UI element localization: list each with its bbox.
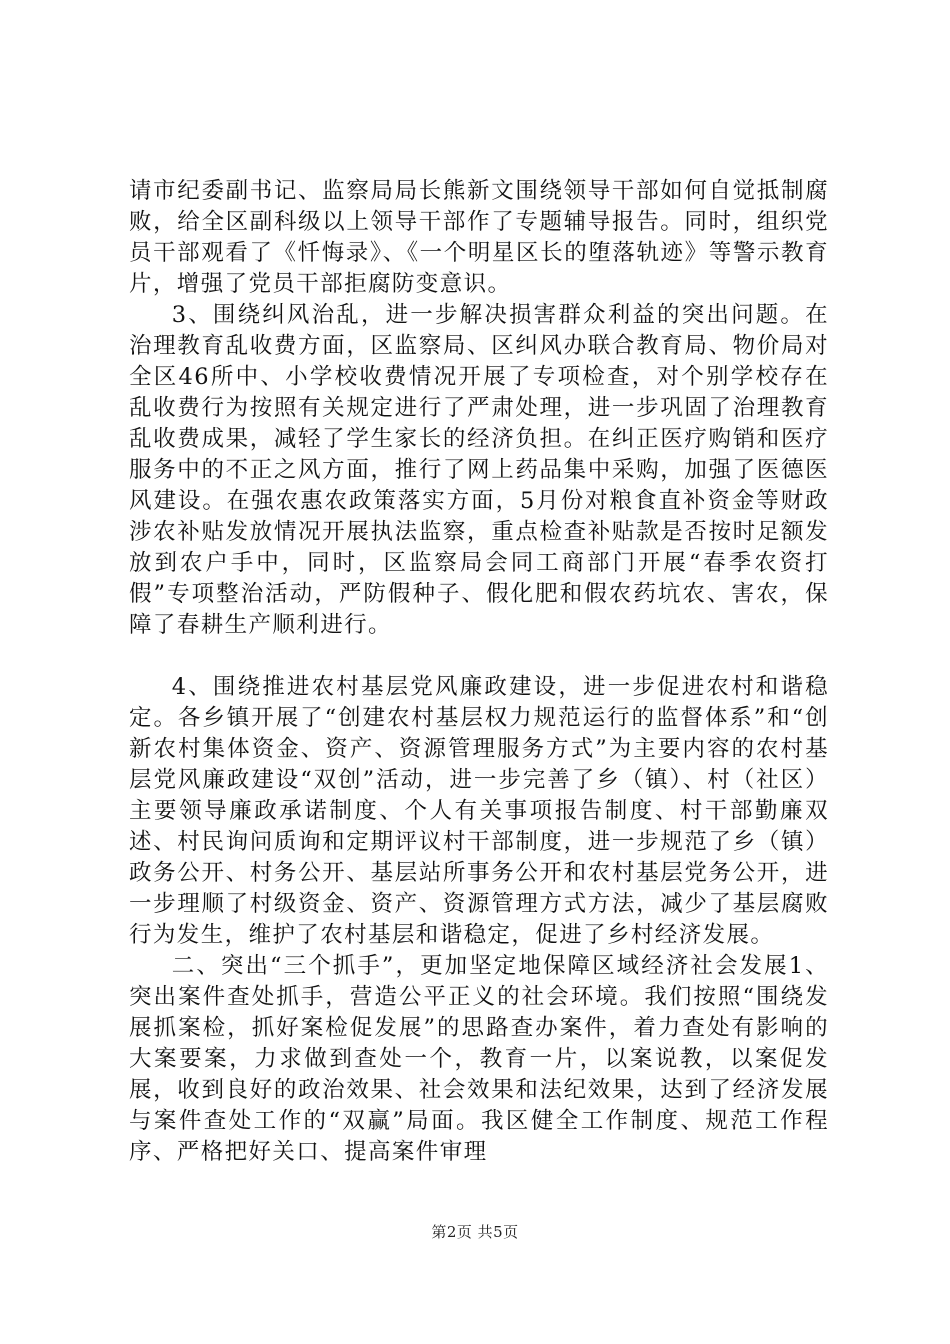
paragraph-item-4: 4、围绕推进农村基层党风廉政建设，进一步促进农村和谐稳定。各乡镇开展了“创建农村基层权力规范运行的监督体系”和“创新农村集体资金、资产、资源管理服务方式”为主要内容的农村基层党风廉政建设“双创”活动，进一步完善了乡（镇）、村（社区）主要领导廉政承诺制度、个人有关事项报告制度、村干部勤廉双述、村民询问质询和定期评议村干部制度，进一步规范了乡（镇）政务公开、村务公开、基层站所事务公开和农村基层党务公开，进一步理顺了村级资金、资产、资源管理方式方法，减少了基层腐败行为发生，维护了农村基层和谐稳定，促进了乡村经济发展。 [129,674,829,948]
paragraph-continuation: 请市纪委副书记、监察局局长熊新文围绕领导干部如何自觉抵制腐败，给全区副科级以上领导干部作了专题辅导报告。同时，组织党员干部观看了《忏悔录》、《一个明星区长的堕落轨迹》等警示教育片，增强了党员干部拒腐防变意识。 [129,178,829,297]
page-footer: 第2页 共5页 [431,1223,519,1241]
paragraph-item-3: 3、围绕纠风治乱，进一步解决损害群众利益的突出问题。在治理教育乱收费方面，区监察局、区纠风办联合教育局、物价局对全区46所中、小学校收费情况开展了专项检查，对个别学校存在乱收费行为按照有关规定进行了严肃处理，进一步巩固了治理教育乱收费成果，减轻了学生家长的经济负担。在纠正医疗购销和医疗服务中的不正之风方面，推行了网上药品集中采购，加强了医德医风建设。在强农惠农政策落实方面，5月份对粮食直补资金等财政涉农补贴发放情况开展执法监察，重点检查补贴款是否按时足额发放到农户手中，同时，区监察局会同工商部门开展“春季农资打假”专项整治活动，严防假种子、假化肥和假农药坑农、害农，保障了春耕生产顺利进行。 [129,302,829,638]
document-body [129,176,829,1168]
paragraph-section-2: 二、突出“三个抓手”，更加坚定地保障区域经济社会发展1、突出案件查处抓手，营造公平正义的社会环境。我们按照“围绕发展抓案检，抓好案检促发展”的思路查办案件，着力查处有影响的大案要案，力求做到查处一个，教育一片，以案说教，以案促发展，收到良好的政治效果、社会效果和法纪效果，达到了经济发展与案件查处工作的“双赢”局面。我区健全工作制度、规范工作程序、严格把好关口、提高案件审理 [129,953,829,1165]
